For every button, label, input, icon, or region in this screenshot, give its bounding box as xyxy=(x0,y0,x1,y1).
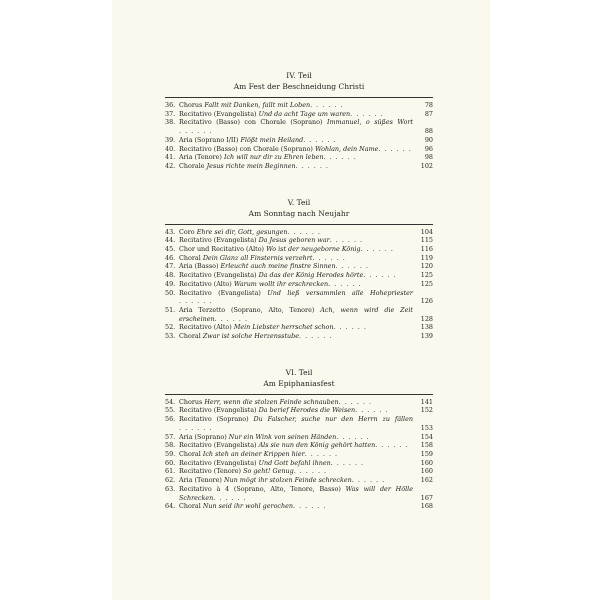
entry-incipit: Flößt mein Heiland xyxy=(240,135,304,144)
toc-section xyxy=(165,367,433,511)
toc-entry xyxy=(165,280,433,289)
entry-text xyxy=(179,398,413,407)
entry-label: Recitativo (Soprano) xyxy=(179,415,249,424)
leader-dots: . . . . . . xyxy=(293,467,328,476)
toc-entry xyxy=(165,398,433,407)
entry-page-number: 162 xyxy=(420,476,433,485)
entry-number: 37. xyxy=(165,109,176,118)
entry-label: Aria (Soprano) xyxy=(179,432,227,441)
leader-dots: . . . . . . xyxy=(310,101,344,109)
entry-label: Chorus xyxy=(179,397,203,406)
toc-entry xyxy=(165,476,433,485)
entry-incipit: Wohlan, dein Name xyxy=(314,144,379,153)
section-subtitle: Am Epiphaniasfest xyxy=(263,378,335,388)
entry-number: 45. xyxy=(165,245,176,254)
toc-entry xyxy=(165,101,433,110)
entry-incipit: Und Gott befahl ihnen xyxy=(258,458,331,467)
entry-text xyxy=(179,306,413,323)
entry-incipit: Fallt mit Danken, fallt mit Loben xyxy=(204,101,311,109)
entry-page-number: 96 xyxy=(424,144,433,153)
entry-label: Choral xyxy=(179,253,201,262)
entry-number: 44. xyxy=(165,236,176,245)
entry-text xyxy=(179,262,413,271)
entry-page-number: 152 xyxy=(420,406,433,415)
entry-number: 64. xyxy=(165,502,176,511)
entry-incipit: Ach, wenn wird die Zeit erscheinen xyxy=(179,305,413,323)
entry-page-number: 139 xyxy=(420,332,433,341)
toc-entry xyxy=(165,289,433,306)
section-title: V. Teil xyxy=(287,197,311,207)
entry-number: 39. xyxy=(165,135,176,144)
leader-dots: . . . . . . xyxy=(303,135,337,144)
toc-entry xyxy=(165,262,433,271)
toc-entry xyxy=(165,118,433,135)
entry-text xyxy=(179,406,413,415)
entry-incipit: Ich will nur dir zu Ehren leben xyxy=(223,153,324,162)
toc-entry xyxy=(165,254,433,263)
leader-dots: . . . . . . xyxy=(312,253,346,262)
toc-entry xyxy=(165,332,433,341)
toc-entry xyxy=(165,145,433,154)
entry-label: Coro xyxy=(179,227,195,236)
leader-dots: . . . . . . xyxy=(213,493,247,502)
leader-dots: . . . . . . xyxy=(360,245,394,254)
entry-incipit: Mein Liebster herrschet schon xyxy=(233,323,334,332)
entry-label: Recitativo (Basso) con Chorale (Soprano) xyxy=(179,118,323,127)
entry-label: Recitativo (Evangelista) xyxy=(179,458,257,467)
entry-text xyxy=(179,271,413,280)
entry-page-number: 159 xyxy=(420,449,433,458)
entry-text xyxy=(179,162,413,171)
toc-entry xyxy=(165,245,433,254)
entry-incipit: Da Jesus geboren war xyxy=(258,236,330,245)
leader-dots: . . . . . . xyxy=(355,406,389,415)
entry-incipit: Zwar ist solche Herzensstube xyxy=(202,332,300,341)
entry-number: 52. xyxy=(165,323,176,332)
entry-incipit: Wo ist der neugeborne König xyxy=(266,245,361,254)
toc-entry xyxy=(165,323,433,332)
entry-incipit: Du Falscher, suche nur den Herrn zu fällen xyxy=(253,415,413,424)
entry-label: Recitativo (Evangelista) xyxy=(179,406,257,415)
entry-number: 57. xyxy=(165,432,176,441)
entry-number: 40. xyxy=(165,144,176,153)
entry-incipit: Ich steh an deiner Krippen hier xyxy=(202,449,305,458)
entry-text xyxy=(179,145,413,154)
leader-dots: . . . . . . xyxy=(293,502,327,511)
entry-text xyxy=(179,502,413,511)
entry-label: Chorale xyxy=(179,161,205,170)
entry-number: 38. xyxy=(165,118,176,127)
entry-number: 62. xyxy=(165,476,176,485)
toc-entry xyxy=(165,502,433,511)
entry-number: 47. xyxy=(165,262,176,271)
entry-page-number: 126 xyxy=(420,297,433,306)
entry-number: 49. xyxy=(165,279,176,288)
entry-text xyxy=(179,236,413,245)
entry-text xyxy=(179,101,413,110)
entry-page-number: 87 xyxy=(424,109,433,118)
entry-page-number: 88 xyxy=(424,127,433,136)
entry-text xyxy=(179,415,413,432)
leader-dots: . . . . . . xyxy=(328,279,362,288)
entry-incipit: Da berief Herodes die Weisen xyxy=(258,406,356,415)
toc-entry xyxy=(165,433,433,442)
entry-text xyxy=(179,289,413,306)
entry-number: 60. xyxy=(165,458,176,467)
entry-text xyxy=(179,467,413,476)
entry-text xyxy=(179,245,413,254)
leader-dots: . . . . . . xyxy=(179,423,213,432)
entry-number: 54. xyxy=(165,397,176,406)
leader-dots: . . . . . . xyxy=(351,476,386,485)
entry-text xyxy=(179,485,413,502)
entry-label: Recitativo (Tenore) xyxy=(179,467,242,476)
entry-text xyxy=(179,110,413,119)
toc-entry xyxy=(165,467,433,476)
section-title: IV. Teil xyxy=(286,71,312,80)
entry-number: 59. xyxy=(165,449,176,458)
leader-dots: . . . . . . xyxy=(304,449,339,458)
entry-label: Recitativo (Evangelista) xyxy=(179,109,257,118)
section-heading xyxy=(165,197,433,219)
entry-label: Recitativo (Basso) con Chorale (Soprano) xyxy=(179,144,313,153)
entry-label: Aria (Basso) xyxy=(179,262,219,271)
entry-incipit: Nun mögt ihr stolzen Feinde schrecken xyxy=(223,476,352,485)
entry-page-number: 102 xyxy=(420,161,433,170)
toc-entry xyxy=(165,271,433,280)
entry-incipit: Nun seid ihr wohl gerochen xyxy=(202,502,294,511)
leader-dots: . . . . . . xyxy=(378,144,412,153)
toc-entry xyxy=(165,441,433,450)
entry-number: 56. xyxy=(165,415,176,424)
entry-label: Aria Terzetto (Soprano, Alto, Tenore) xyxy=(179,305,315,314)
toc-entry xyxy=(165,236,433,245)
toc-entry xyxy=(165,406,433,415)
entry-label: Recitativo (Alto) xyxy=(179,323,232,332)
leader-dots: . . . . . . xyxy=(179,127,213,136)
section-divider xyxy=(165,224,433,225)
leader-dots: . . . . . . xyxy=(329,236,364,245)
entry-label: Recitativo (Evangelista) xyxy=(179,236,257,245)
toc-section xyxy=(165,70,433,171)
entry-number: 51. xyxy=(165,305,176,314)
leader-dots: . . . . . . xyxy=(214,314,249,323)
leader-dots: . . . . . . xyxy=(323,153,357,162)
entry-page-number: 160 xyxy=(420,467,433,476)
entry-page-number: 104 xyxy=(420,227,433,236)
entry-incipit: Warum wollt ihr erschrecken xyxy=(233,279,329,288)
entry-page-number: 141 xyxy=(420,397,433,406)
entry-text xyxy=(179,323,413,332)
section-title: VI. Teil xyxy=(285,367,313,377)
entry-text xyxy=(179,450,413,459)
leader-dots: . . . . . . xyxy=(336,432,370,441)
toc-entry xyxy=(165,306,433,323)
entry-incipit: Ehre sei dir, Gott, gesungen xyxy=(196,227,288,236)
entry-page-number: 138 xyxy=(420,323,433,332)
entry-label: Chor und Recitativo (Alto) xyxy=(179,245,265,254)
leader-dots: . . . . . . xyxy=(350,109,384,118)
entry-text xyxy=(179,254,413,263)
toc-entry xyxy=(165,110,433,119)
entry-number: 53. xyxy=(165,332,176,341)
leader-dots: . . . . . . xyxy=(375,441,409,450)
entry-text xyxy=(179,136,413,145)
table-of-contents xyxy=(165,70,433,537)
entry-page-number: 160 xyxy=(420,458,433,467)
toc-entry xyxy=(165,450,433,459)
leader-dots: . . . . . . xyxy=(333,323,367,332)
entry-label: Recitativo (Evangelista) xyxy=(179,441,257,450)
entry-incipit: Und ließ versammlen alle Hohepriester xyxy=(267,288,413,297)
entry-number: 58. xyxy=(165,441,176,450)
entry-text xyxy=(179,332,413,341)
entry-incipit: Nur ein Wink von seinen Händen xyxy=(228,432,337,441)
entry-number: 46. xyxy=(165,253,176,262)
leader-dots: . . . . . . xyxy=(335,262,369,271)
entry-label: Recitativo (Alto) xyxy=(179,279,232,288)
section-subtitle: Am Fest der Beschneidung Christi xyxy=(233,82,365,91)
toc-entry xyxy=(165,485,433,502)
entry-incipit: Erleucht auch meine finstre Sinnen xyxy=(220,262,336,271)
toc-entry xyxy=(165,228,433,237)
section-divider xyxy=(165,97,433,98)
entry-page-number: 153 xyxy=(420,423,433,432)
entry-number: 55. xyxy=(165,406,176,415)
entry-incipit: Dein Glanz all Finsternis verzehrt xyxy=(202,253,313,262)
entry-label: Recitativo (Evangelista) xyxy=(179,288,261,297)
toc-section xyxy=(165,197,433,341)
section-divider xyxy=(165,394,433,395)
entry-incipit: So geht! Genug xyxy=(243,467,294,476)
entry-text xyxy=(179,433,413,442)
entry-text xyxy=(179,459,413,468)
entry-text xyxy=(179,228,413,237)
entry-page-number: 167 xyxy=(420,493,433,502)
entry-label: Recitativo (Evangelista) xyxy=(179,271,257,280)
entry-label: Recitativo à 4 (Soprano, Alto, Tenore, Basso) xyxy=(179,484,341,493)
toc-entry xyxy=(165,459,433,468)
entry-number: 42. xyxy=(165,161,176,170)
entry-page-number: 120 xyxy=(420,262,433,271)
entry-incipit: Immanuel, o süßes Wort xyxy=(326,118,413,127)
entry-incipit: Herr, wenn die stolzen Feinde schnauben xyxy=(204,397,339,406)
entry-page-number: 78 xyxy=(424,101,433,109)
entry-label: Aria (Tenore) xyxy=(179,476,222,485)
entry-page-number: 168 xyxy=(420,502,433,511)
leader-dots: . . . . . . xyxy=(330,458,365,467)
entry-page-number: 125 xyxy=(420,279,433,288)
leader-dots: . . . . . . xyxy=(299,332,333,341)
entry-page-number: 119 xyxy=(420,253,433,262)
entry-page-number: 128 xyxy=(420,314,433,323)
entry-page-number: 158 xyxy=(420,441,433,450)
entry-text xyxy=(179,280,413,289)
leader-dots: . . . . . . xyxy=(338,397,372,406)
leader-dots: . . . . . . xyxy=(287,227,321,236)
entry-text xyxy=(179,153,413,162)
entry-page-number: 116 xyxy=(420,245,433,254)
entry-page-number: 98 xyxy=(424,153,433,162)
entry-incipit: Was will der Hölle Schrecken xyxy=(179,484,413,502)
toc-entry xyxy=(165,136,433,145)
toc-entry xyxy=(165,153,433,162)
entry-text xyxy=(179,441,413,450)
entry-number: 61. xyxy=(165,467,176,476)
entry-number: 43. xyxy=(165,227,176,236)
entry-label: Aria (Soprano I/II) xyxy=(179,135,239,144)
entry-number: 36. xyxy=(165,101,176,109)
leader-dots: . . . . . . xyxy=(179,297,213,306)
entry-number: 48. xyxy=(165,271,176,280)
entry-page-number: 115 xyxy=(420,236,433,245)
entry-incipit: Als sie nun den König gehört hatten xyxy=(258,441,376,450)
section-heading xyxy=(165,367,433,389)
toc-entry xyxy=(165,162,433,171)
book-page xyxy=(112,0,490,600)
entry-page-number: 125 xyxy=(420,271,433,280)
leader-dots: . . . . . . xyxy=(363,271,397,280)
entry-label: Choral xyxy=(179,332,201,341)
section-heading xyxy=(165,70,433,92)
leader-dots: . . . . . . xyxy=(295,161,329,170)
entry-number: 41. xyxy=(165,153,176,162)
entry-page-number: 90 xyxy=(424,135,433,144)
entry-incipit: Da das der König Herodes hörte xyxy=(258,271,364,280)
entry-text xyxy=(179,476,413,485)
entry-number: 50. xyxy=(165,288,176,297)
entry-page-number: 154 xyxy=(420,432,433,441)
entry-label: Choral xyxy=(179,449,201,458)
toc-entry xyxy=(165,415,433,432)
entry-text xyxy=(179,118,413,135)
entry-incipit: Und da acht Tage um waren xyxy=(258,109,351,118)
section-subtitle: Am Sonntag nach Neujahr xyxy=(248,208,350,218)
entry-incipit: Jesus richte mein Beginnen xyxy=(206,161,296,170)
entry-label: Choral xyxy=(179,502,201,511)
entry-label: Chorus xyxy=(179,101,203,109)
entry-label: Aria (Tenore) xyxy=(179,153,222,162)
entry-number: 63. xyxy=(165,484,176,493)
